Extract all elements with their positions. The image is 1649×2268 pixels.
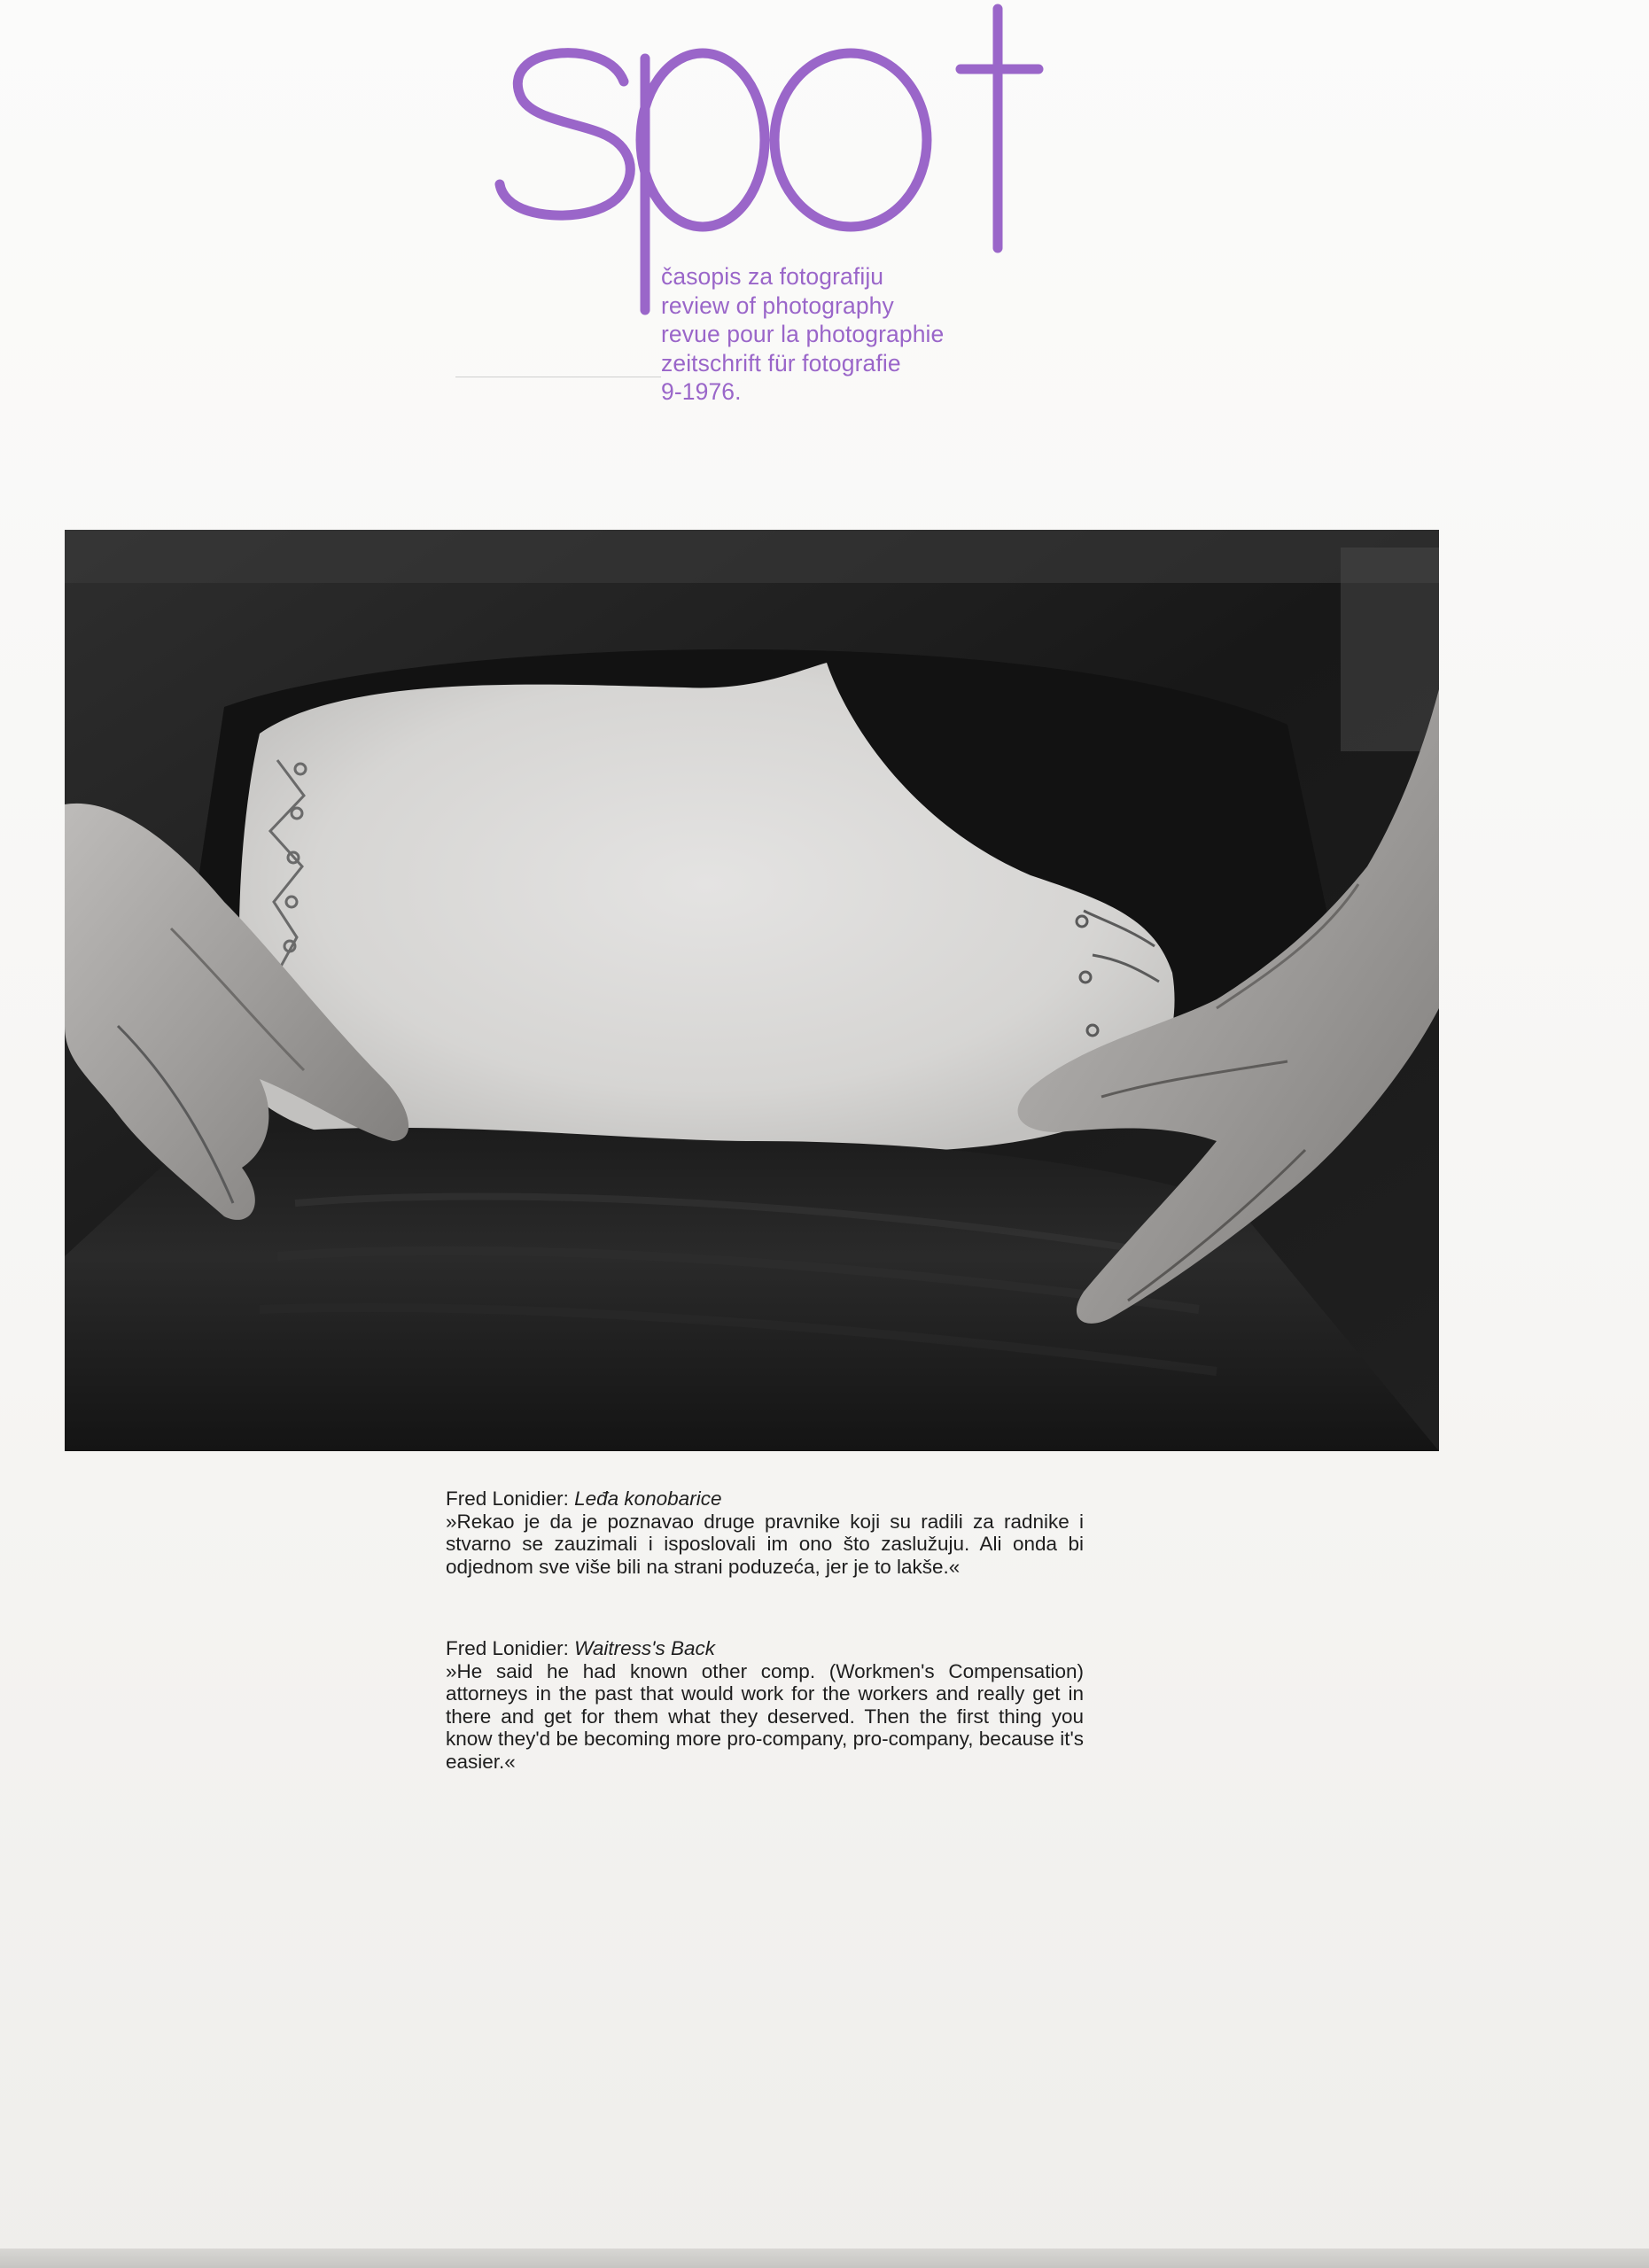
subtitle-line-english: review of photography <box>661 291 894 319</box>
masthead-subtitle <box>661 262 944 407</box>
subtitle-line-german: zeitschrift für fotografie <box>661 349 901 377</box>
caption-english <box>446 1637 1084 1774</box>
photographer-name: Fred Lonidier: <box>446 1487 575 1510</box>
caption-quote: »He said he had known other comp. (Workmen's Compensation) attorneys in the past that would work for the workers and really get in there and get for them what they deserved. Then the first thing you know they'd be becoming more pro-company, pro-company, because it's easier.« <box>446 1659 1084 1773</box>
caption-credit <box>446 1637 1084 1660</box>
issue-number: 9-1976. <box>661 378 742 405</box>
scan-edge <box>0 2249 1649 2268</box>
caption-serbian <box>446 1487 1084 1578</box>
subtitle-line-serbian: časopis za fotografiju <box>661 263 884 290</box>
photograph-waitress-back <box>65 530 1439 1451</box>
caption-credit <box>446 1487 1084 1511</box>
subtitle-line-french: revue pour la photographie <box>661 321 945 347</box>
photo-title: Waitress's Back <box>574 1637 715 1659</box>
photographer-name: Fred Lonidier: <box>446 1637 575 1659</box>
caption-quote: »Rekao je da je poznavao druge pravnike koji su radili za radnike i stvarno se zauzimali i isposlovali im ono što zaslužuju. Ali onda bi odjednom sve više bili na strani poduzeća, jer je to lakše.« <box>446 1510 1084 1578</box>
photo-title: Leđa konobarice <box>574 1487 722 1510</box>
